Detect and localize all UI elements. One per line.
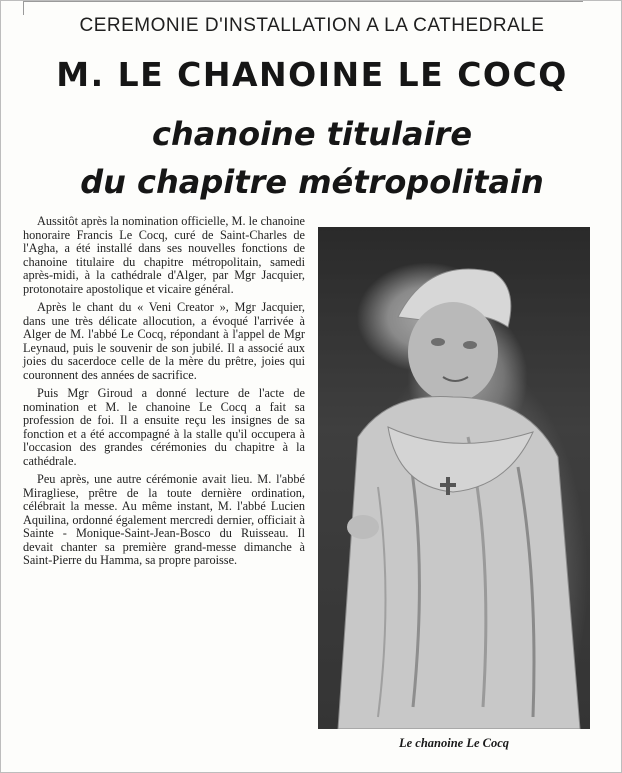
- top-rule: [23, 1, 583, 2]
- kicker-heading: CEREMONIE D'INSTALLATION A LA CATHEDRALE: [79, 15, 545, 36]
- article-paragraph: Aussitôt après la nomination officielle, M. le chanoine honoraire Francis Le Cocq, curé de Saint-Charles de l'Agha, a été installé dans ses nouvelles fonctions de chanoine titulaire du chapitre métropolitain, samedi après-midi, à la cathédrale d'Alger, par Mgr Jacquier, protonotaire apostolique et vicaire général.: [23, 214, 305, 296]
- article-paragraph: Après le chant du « Veni Creator », Mgr Jacquier, dans une très délicate allocution, a évoqué l'arrivée à Alger de M. l'abbé Le Cocq, répondant à l'appel de Mgr Leynaud, puis le souvenir de son jubilé. Il a associé aux joies du sacerdoce celle de la mère du prêtre, joies qui couronnent des années de sacrifice.: [23, 300, 305, 382]
- photo-caption: Le chanoine Le Cocq: [398, 736, 510, 750]
- article-paragraph: Peu après, une autre cérémonie avait lieu. M. l'abbé Miragliese, prêtre de la toute dernière ordination, célébrait la messe. Au même instant, M. l'abbé Lucien Aquilina, ordonné également mercredi dernier, officiait à Sainte - Monique-Saint-Jean-Bosco du Ruisseau. Il devait chanter sa première grand-messe dimanche à Saint-Pierre du Hamma, sa propre paroisse.: [23, 472, 305, 567]
- left-rule: [23, 1, 24, 15]
- subtitle-line-1: chanoine titulaire: [151, 115, 473, 153]
- subtitle-line-2: du chapitre métropolitain: [80, 163, 544, 201]
- article-paragraph: Puis Mgr Giroud a donné lecture de l'acte de nomination et M. le chanoine Le Cocq a fait sa profession de foi. Il a ensuite reçu les insignes de sa fonction et a été accompagné à la stalle qu'il occupera à l'occasion des grandes cérémonies du chapitre à la cathédrale.: [23, 386, 305, 468]
- portrait-photo: [318, 227, 590, 729]
- headline: M. LE CHANOINE LE COCQ: [56, 55, 568, 94]
- article-body: [23, 215, 305, 573]
- portrait-photo-icon: [318, 227, 590, 729]
